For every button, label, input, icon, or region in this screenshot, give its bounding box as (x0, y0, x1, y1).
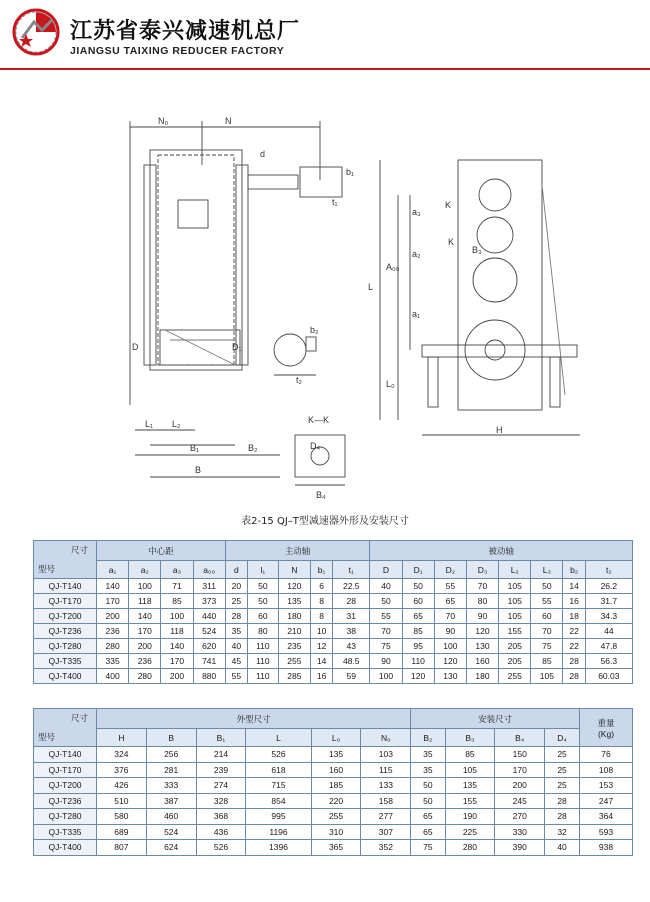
table1-corner-top: 尺寸 (70, 545, 88, 555)
label-b1-dim: B₁ (190, 443, 200, 453)
value-cell: 90 (434, 624, 466, 639)
model-cell: QJ-T140 (34, 579, 97, 594)
value-cell: 70 (434, 609, 466, 624)
label-l1: L₁ (145, 419, 154, 429)
value-cell: 50 (247, 594, 278, 609)
value-cell: 328 (196, 793, 246, 809)
table2-col-header: B₂ (411, 729, 445, 747)
table1-col-header: d (225, 561, 247, 579)
table1-col-header: D₂ (434, 561, 466, 579)
value-cell: 70 (370, 624, 402, 639)
value-cell: 105 (445, 762, 495, 778)
table1-col-header: l₁ (247, 561, 278, 579)
value-cell: 236 (97, 624, 129, 639)
model-cell: QJ-T400 (34, 669, 97, 684)
value-cell: 20 (225, 579, 247, 594)
value-cell: 40 (370, 579, 402, 594)
value-cell: 25 (225, 594, 247, 609)
value-cell: 807 (97, 840, 147, 856)
value-cell: 256 (146, 747, 196, 763)
value-cell: 210 (278, 624, 310, 639)
value-cell: 130 (466, 639, 498, 654)
model-cell: QJ-T170 (34, 762, 97, 778)
value-cell: 854 (246, 793, 311, 809)
value-cell: 71 (161, 579, 193, 594)
value-cell: 624 (146, 840, 196, 856)
label-b2: B₂ (248, 443, 258, 453)
table1-col-header: t₂ (585, 561, 632, 579)
value-cell: 100 (370, 669, 402, 684)
value-cell: 280 (445, 840, 495, 856)
value-cell: 60 (402, 594, 434, 609)
value-cell: 170 (495, 762, 545, 778)
value-cell: 190 (445, 809, 495, 825)
value-cell: 80 (247, 624, 278, 639)
company-name-cn: 江苏省泰兴减速机总厂 (70, 19, 301, 44)
value-cell: 48.5 (333, 654, 370, 669)
value-cell: 170 (129, 624, 161, 639)
value-cell: 133 (361, 778, 411, 794)
table1-col-header: D (370, 561, 402, 579)
value-cell: 90 (466, 609, 498, 624)
value-cell: 130 (434, 669, 466, 684)
label-b4: B₄ (316, 490, 326, 500)
value-cell: 50 (411, 778, 445, 794)
value-cell: 34.3 (585, 609, 632, 624)
company-name-en: JIANGSU TAIXING REDUCER FACTORY (70, 45, 285, 57)
value-cell: 330 (495, 824, 545, 840)
value-cell: 31.7 (585, 594, 632, 609)
label-l2: L₂ (172, 419, 181, 429)
table2-col-header: B₃ (445, 729, 495, 747)
table1-col-header: N (278, 561, 310, 579)
value-cell: 245 (495, 793, 545, 809)
value-cell: 440 (193, 609, 225, 624)
value-cell: 38 (333, 624, 370, 639)
model-cell: QJ-T236 (34, 624, 97, 639)
table2-col-header: D₄ (545, 729, 580, 747)
value-cell: 324 (97, 747, 147, 763)
value-cell: 200 (97, 609, 129, 624)
model-cell: QJ-T140 (34, 747, 97, 763)
value-cell: 280 (97, 639, 129, 654)
value-cell: 135 (311, 747, 361, 763)
value-cell: 524 (146, 824, 196, 840)
value-cell: 1396 (246, 840, 311, 856)
value-cell: 220 (311, 793, 361, 809)
value-cell: 25 (545, 762, 580, 778)
value-cell: 8 (310, 594, 332, 609)
value-cell: 26.2 (585, 579, 632, 594)
value-cell: 100 (129, 579, 161, 594)
table2-corner (34, 709, 97, 747)
table1-col-header: a₀₀ (193, 561, 225, 579)
value-cell: 333 (146, 778, 196, 794)
value-cell: 460 (146, 809, 196, 825)
value-cell: 35 (411, 747, 445, 763)
header-divider (0, 68, 650, 70)
table-caption: 表2-15 QJ–T型减速器外形及安装尺寸 (241, 516, 409, 527)
table2-col-header: L (246, 729, 311, 747)
value-cell: 65 (411, 809, 445, 825)
table-row (34, 639, 633, 654)
value-cell: 140 (129, 609, 161, 624)
value-cell: 118 (129, 594, 161, 609)
value-cell: 526 (246, 747, 311, 763)
value-cell: 118 (161, 624, 193, 639)
value-cell: 16 (563, 594, 585, 609)
value-cell: 364 (580, 809, 633, 825)
table2-group-install: 安装尺寸 (411, 709, 580, 729)
value-cell: 32 (545, 824, 580, 840)
value-cell: 715 (246, 778, 311, 794)
model-cell: QJ-T200 (34, 609, 97, 624)
label-b: B (195, 465, 202, 475)
value-cell: 426 (97, 778, 147, 794)
value-cell: 85 (445, 747, 495, 763)
value-cell: 140 (97, 579, 129, 594)
table1-col-header: L₃ (531, 561, 563, 579)
value-cell: 235 (278, 639, 310, 654)
table-row (34, 793, 633, 809)
value-cell: 387 (146, 793, 196, 809)
value-cell: 365 (311, 840, 361, 856)
value-cell: 200 (161, 669, 193, 684)
value-cell: 12 (310, 639, 332, 654)
value-cell: 689 (97, 824, 147, 840)
table2-corner-top: 尺寸 (70, 713, 88, 723)
value-cell: 31 (333, 609, 370, 624)
table-row (34, 840, 633, 856)
table1-col-header: a₃ (161, 561, 193, 579)
table-row (34, 669, 633, 684)
table1-group-input: 主动轴 (225, 541, 370, 561)
value-cell: 47.8 (585, 639, 632, 654)
value-cell: 105 (531, 669, 563, 684)
value-cell: 180 (278, 609, 310, 624)
value-cell: 103 (361, 747, 411, 763)
value-cell: 8 (310, 609, 332, 624)
value-cell: 85 (531, 654, 563, 669)
value-cell: 45 (225, 654, 247, 669)
value-cell: 270 (495, 809, 545, 825)
value-cell: 28 (225, 609, 247, 624)
value-cell: 368 (196, 809, 246, 825)
table2-weight-header: 重量 (Kg) (580, 709, 633, 747)
value-cell: 60 (531, 609, 563, 624)
value-cell: 43 (333, 639, 370, 654)
value-cell: 75 (370, 639, 402, 654)
value-cell: 580 (97, 809, 147, 825)
value-cell: 390 (495, 840, 545, 856)
value-cell: 28 (545, 809, 580, 825)
model-cell: QJ-T236 (34, 793, 97, 809)
table1-col-header: L₂ (499, 561, 531, 579)
value-cell: 120 (466, 624, 498, 639)
value-cell: 436 (196, 824, 246, 840)
table2-col-header: B₁ (196, 729, 246, 747)
value-cell: 618 (246, 762, 311, 778)
value-cell: 120 (278, 579, 310, 594)
value-cell: 55 (370, 609, 402, 624)
value-cell: 153 (580, 778, 633, 794)
value-cell: 140 (161, 639, 193, 654)
label-d1-out: D₁ (232, 342, 242, 352)
value-cell: 80 (466, 594, 498, 609)
value-cell: 158 (361, 793, 411, 809)
value-cell: 247 (580, 793, 633, 809)
value-cell: 50 (370, 594, 402, 609)
value-cell: 200 (495, 778, 545, 794)
table2-col-header: L₀ (311, 729, 361, 747)
value-cell: 35 (225, 624, 247, 639)
value-cell: 90 (370, 654, 402, 669)
table2-col-header: N₀ (361, 729, 411, 747)
table-row (34, 609, 633, 624)
table-row (34, 824, 633, 840)
value-cell: 205 (499, 639, 531, 654)
value-cell: 120 (402, 669, 434, 684)
model-cell: QJ-T335 (34, 654, 97, 669)
value-cell: 50 (531, 579, 563, 594)
value-cell: 70 (531, 624, 563, 639)
label-n0: N₀ (158, 116, 169, 126)
page-header (0, 0, 650, 68)
value-cell: 277 (361, 809, 411, 825)
value-cell: 200 (129, 639, 161, 654)
table-row (34, 624, 633, 639)
value-cell: 40 (225, 639, 247, 654)
value-cell: 205 (499, 654, 531, 669)
label-t2-sec: t₂ (296, 375, 302, 385)
value-cell: 105 (499, 609, 531, 624)
value-cell: 44 (585, 624, 632, 639)
label-k2: K (448, 237, 455, 247)
value-cell: 60.03 (585, 669, 632, 684)
value-cell: 65 (434, 594, 466, 609)
value-cell: 18 (563, 609, 585, 624)
value-cell: 25 (545, 778, 580, 794)
value-cell: 10 (310, 624, 332, 639)
value-cell: 100 (161, 609, 193, 624)
label-t1: t₁ (332, 197, 338, 207)
label-d4: D₄ (310, 441, 321, 451)
table-row (34, 579, 633, 594)
table1-col-header: t₁ (333, 561, 370, 579)
value-cell: 255 (278, 654, 310, 669)
label-a3: a₃ (412, 207, 421, 217)
value-cell: 60 (247, 609, 278, 624)
value-cell: 526 (196, 840, 246, 856)
value-cell: 214 (196, 747, 246, 763)
value-cell: 75 (411, 840, 445, 856)
dimension-table-2 (33, 708, 633, 856)
value-cell: 14 (310, 654, 332, 669)
value-cell: 352 (361, 840, 411, 856)
value-cell: 75 (531, 639, 563, 654)
value-cell: 280 (129, 669, 161, 684)
table-row (34, 778, 633, 794)
table1-col-header: D₁ (402, 561, 434, 579)
table1-corner (34, 541, 97, 579)
value-cell: 135 (278, 594, 310, 609)
value-cell: 225 (445, 824, 495, 840)
value-cell: 160 (466, 654, 498, 669)
value-cell: 56.3 (585, 654, 632, 669)
label-n: N (225, 116, 232, 126)
dimension-table-1 (33, 540, 633, 684)
table1-col-header: b₁ (310, 561, 332, 579)
value-cell: 150 (495, 747, 545, 763)
label-l0: L₀ (386, 379, 395, 389)
model-cell: QJ-T280 (34, 809, 97, 825)
model-cell: QJ-T200 (34, 778, 97, 794)
label-a1: a₁ (412, 309, 421, 319)
model-cell: QJ-T335 (34, 824, 97, 840)
value-cell: 741 (193, 654, 225, 669)
value-cell: 25 (545, 747, 580, 763)
value-cell: 135 (445, 778, 495, 794)
value-cell: 274 (196, 778, 246, 794)
table-row (34, 594, 633, 609)
value-cell: 160 (311, 762, 361, 778)
value-cell: 155 (445, 793, 495, 809)
value-cell: 281 (146, 762, 196, 778)
value-cell: 155 (499, 624, 531, 639)
label-k1: K (445, 200, 452, 210)
table-row (34, 809, 633, 825)
value-cell: 50 (411, 793, 445, 809)
label-b1: b₁ (346, 167, 355, 177)
value-cell: 28 (545, 793, 580, 809)
value-cell: 593 (580, 824, 633, 840)
label-a00: A₀₀ (386, 262, 400, 272)
value-cell: 115 (361, 762, 411, 778)
value-cell: 55 (434, 579, 466, 594)
value-cell: 120 (434, 654, 466, 669)
model-cell: QJ-T400 (34, 840, 97, 856)
label-h: H (496, 425, 503, 435)
value-cell: 40 (545, 840, 580, 856)
table2-corner-bottom: 型号 (38, 732, 56, 742)
value-cell: 85 (402, 624, 434, 639)
value-cell: 373 (193, 594, 225, 609)
value-cell: 310 (311, 824, 361, 840)
value-cell: 255 (311, 809, 361, 825)
table-row (34, 654, 633, 669)
value-cell: 108 (580, 762, 633, 778)
value-cell: 307 (361, 824, 411, 840)
value-cell: 95 (402, 639, 434, 654)
company-logo-icon (12, 8, 60, 56)
label-d: d (260, 149, 266, 159)
table1-col-header: b₂ (563, 561, 585, 579)
value-cell: 105 (499, 594, 531, 609)
value-cell: 70 (466, 579, 498, 594)
value-cell: 110 (247, 654, 278, 669)
value-cell: 55 (531, 594, 563, 609)
table1-col-header: a₁ (97, 561, 129, 579)
value-cell: 170 (161, 654, 193, 669)
value-cell: 28 (563, 669, 585, 684)
value-cell: 311 (193, 579, 225, 594)
value-cell: 110 (247, 669, 278, 684)
value-cell: 880 (193, 669, 225, 684)
value-cell: 22 (563, 639, 585, 654)
value-cell: 35 (411, 762, 445, 778)
value-cell: 285 (278, 669, 310, 684)
value-cell: 239 (196, 762, 246, 778)
value-cell: 65 (402, 609, 434, 624)
table-row (34, 747, 633, 763)
value-cell: 620 (193, 639, 225, 654)
value-cell: 185 (311, 778, 361, 794)
value-cell: 28 (333, 594, 370, 609)
label-a2: a₂ (412, 249, 421, 259)
value-cell: 110 (247, 639, 278, 654)
value-cell: 50 (247, 579, 278, 594)
table2-col-header: B (146, 729, 196, 747)
table1-group-center: 中心距 (97, 541, 226, 561)
value-cell: 995 (246, 809, 311, 825)
value-cell: 335 (97, 654, 129, 669)
value-cell: 110 (402, 654, 434, 669)
value-cell: 65 (411, 824, 445, 840)
value-cell: 55 (225, 669, 247, 684)
table1-col-header: D₃ (466, 561, 498, 579)
value-cell: 236 (129, 654, 161, 669)
value-cell: 1196 (246, 824, 311, 840)
value-cell: 180 (466, 669, 498, 684)
value-cell: 400 (97, 669, 129, 684)
value-cell: 16 (310, 669, 332, 684)
reducer-technical-drawing (110, 105, 590, 500)
value-cell: 76 (580, 747, 633, 763)
table1-corner-bottom: 型号 (38, 564, 56, 574)
table1-group-output: 被动轴 (370, 541, 633, 561)
value-cell: 100 (434, 639, 466, 654)
model-cell: QJ-T280 (34, 639, 97, 654)
value-cell: 255 (499, 669, 531, 684)
label-d-out: D (132, 342, 139, 352)
value-cell: 6 (310, 579, 332, 594)
table2-group-outer: 外型尺寸 (97, 709, 411, 729)
table2-col-header: B₄ (495, 729, 545, 747)
value-cell: 22 (563, 624, 585, 639)
value-cell: 524 (193, 624, 225, 639)
model-cell: QJ-T170 (34, 594, 97, 609)
value-cell: 376 (97, 762, 147, 778)
value-cell: 105 (499, 579, 531, 594)
table1-col-header: a₂ (129, 561, 161, 579)
label-kk: K—K (308, 415, 330, 425)
value-cell: 22.5 (333, 579, 370, 594)
label-b3: B₃ (472, 245, 482, 255)
value-cell: 14 (563, 579, 585, 594)
value-cell: 170 (97, 594, 129, 609)
label-l: L (368, 282, 374, 292)
value-cell: 85 (161, 594, 193, 609)
value-cell: 938 (580, 840, 633, 856)
table-row (34, 762, 633, 778)
value-cell: 28 (563, 654, 585, 669)
table2-col-header: H (97, 729, 147, 747)
label-b2-sec: b₂ (310, 325, 319, 335)
value-cell: 59 (333, 669, 370, 684)
value-cell: 510 (97, 793, 147, 809)
value-cell: 50 (402, 579, 434, 594)
